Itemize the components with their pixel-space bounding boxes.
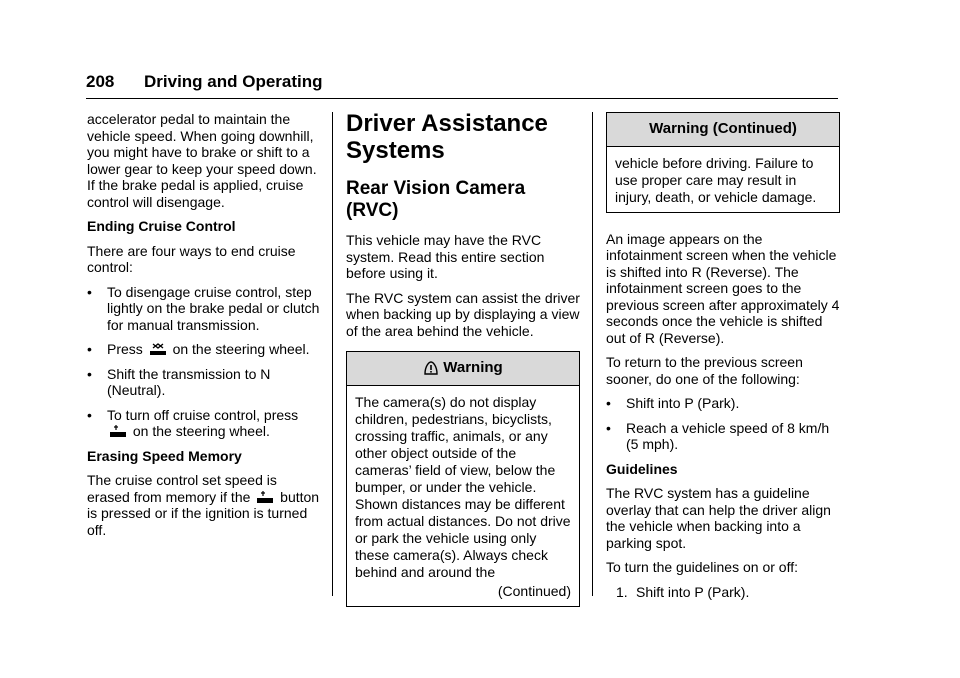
column-divider-1 — [332, 112, 333, 596]
paragraph: There are four ways to end cruise control: — [87, 242, 296, 275]
bullet: • — [87, 341, 92, 357]
warning-box — [346, 351, 580, 607]
cruise-button-icon — [256, 490, 274, 504]
page-header — [86, 72, 838, 99]
list-item-text: on the steering wheel. — [172, 341, 310, 357]
list-item — [87, 341, 323, 358]
warning-text: The camera(s) do not display children, pedestrians, bicyclists, crossing traffic, animals, or any other object outside of the cameras’ field of view, below the bumper, or under the vehicle. Shown distances may be different from actual distances. Do not drive or park the vehicle using only these camera(s). Always check behind and around the — [355, 393, 571, 580]
continued-label: (Continued) — [497, 582, 571, 599]
bullet: • — [606, 419, 611, 436]
bullet: • — [87, 365, 92, 382]
list-item-text: Shift the transmission to N (Neutral). — [107, 365, 271, 398]
subheading-ending-cruise: Ending Cruise Control — [87, 218, 236, 234]
heading-driver-assistance: Driver Assistance Systems — [346, 110, 548, 164]
bullet: • — [606, 395, 611, 411]
warning-header: Warning (Continued) — [607, 113, 839, 147]
step-number: 1. — [616, 583, 628, 600]
paragraph: The RVC system can assist the driver when backing up by displaying a view of the area behind the vehicle. — [346, 289, 580, 339]
paragraph: To return to the previous screen sooner, do one of the following: — [606, 354, 803, 387]
list-item — [606, 395, 840, 412]
paragraph: accelerator pedal to maintain the vehicle speed. When going downhill, you might have to brake or shift to a lower gear to keep your speed down. If the brake pedal is applied, cruise control will disengage. — [87, 111, 317, 210]
step-text: Shift into P (Park). — [636, 583, 750, 600]
paragraph: To turn the guidelines on or off: — [606, 559, 798, 575]
list-item-text: To disengage cruise control, step lightly on the brake pedal or clutch for manual transmission. — [107, 283, 320, 333]
list-item — [87, 407, 323, 440]
page-number: 208 — [86, 72, 115, 91]
column-3 — [606, 112, 840, 600]
numbered-step — [616, 584, 840, 601]
column-divider-2 — [592, 112, 593, 596]
paragraph: The cruise control set speed is erased from memory if the button is pressed or if the ignition is turned off. — [87, 472, 320, 538]
list-item-text: Press — [107, 341, 143, 357]
column-2 — [346, 110, 580, 607]
subheading-guidelines: Guidelines — [606, 460, 678, 477]
paragraph: This vehicle may have the RVC system. Read this entire section before using it. — [346, 232, 545, 281]
subheading-erasing-memory: Erasing Speed Memory — [87, 447, 242, 464]
section-title: Driving and Operating — [144, 72, 323, 91]
paragraph: An image appears on the infotainment screen when the vehicle is shifted into R (Reverse). The infotainment screen goes to the previous screen after approximately 4 seconds once the vehicle is shifted out of R (Reverse). — [606, 230, 840, 346]
heading-rear-vision-camera: Rear Vision Camera (RVC) — [346, 178, 526, 221]
list-item — [87, 284, 323, 334]
paragraph: The RVC system has a guideline overlay that can help the driver align the vehicle when backing into a parking spot. — [606, 485, 831, 551]
warning-text: vehicle before driving. Failure to use proper care may result in injury, death, or vehicle damage. — [615, 154, 817, 205]
list-item-text: Reach a vehicle speed of 8 km/h (5 mph). — [626, 419, 830, 452]
column-1 — [87, 111, 323, 546]
warning-title: Warning — [443, 359, 503, 376]
bullet: • — [87, 283, 92, 300]
list-item-text: To turn off cruise control, press — [107, 406, 299, 423]
warning-box-continued — [606, 112, 840, 213]
list-item-text: Shift into P (Park). — [626, 395, 740, 411]
cruise-button-icon — [109, 424, 127, 438]
list-item — [606, 420, 840, 453]
list-item-text: on the steering wheel. — [132, 423, 270, 439]
cruise-cancel-icon — [149, 342, 167, 356]
bullet: • — [87, 406, 92, 423]
list-item — [87, 366, 323, 399]
warning-icon — [423, 360, 439, 376]
warning-header — [347, 352, 579, 386]
